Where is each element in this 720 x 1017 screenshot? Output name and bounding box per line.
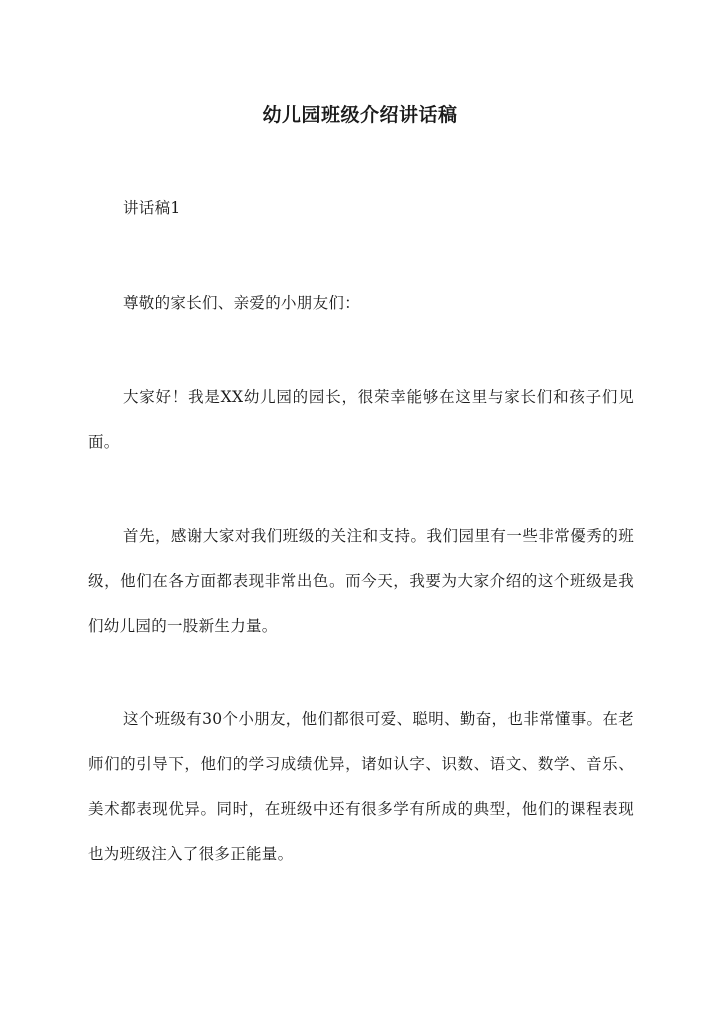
document-title: 幼儿园班级介绍讲话稿 xyxy=(262,103,458,126)
thanks-paragraph: 首先，感谢大家对我们班级的关注和支持。我们园里有一些非常優秀的班级，他们在各方面都表现非常出色。而今天，我要为大家介绍的这个班级是我们幼儿园的一股新生力量。 xyxy=(88,527,634,635)
speech-label: 讲话稿1 xyxy=(123,199,181,217)
class-description-paragraph: 这个班级有30个小朋友，他们都很可爱、聪明、勤奋，也非常懂事。在老师们的引导下，他们的学习成绩优异，诸如认字、识数、语文、数学、音乐、美术都表现优异。同时，在班级中还有很多学有所成的典型，他们的课程表现也为班级注入了很多正能量。 xyxy=(88,710,634,863)
greeting-paragraph: 尊敬的家长们、亲爱的小朋友们： xyxy=(123,294,361,312)
introduction-paragraph: 大家好！我是XX幼儿园的园长，很荣幸能够在这里与家长们和孩子们见面。 xyxy=(88,388,634,451)
